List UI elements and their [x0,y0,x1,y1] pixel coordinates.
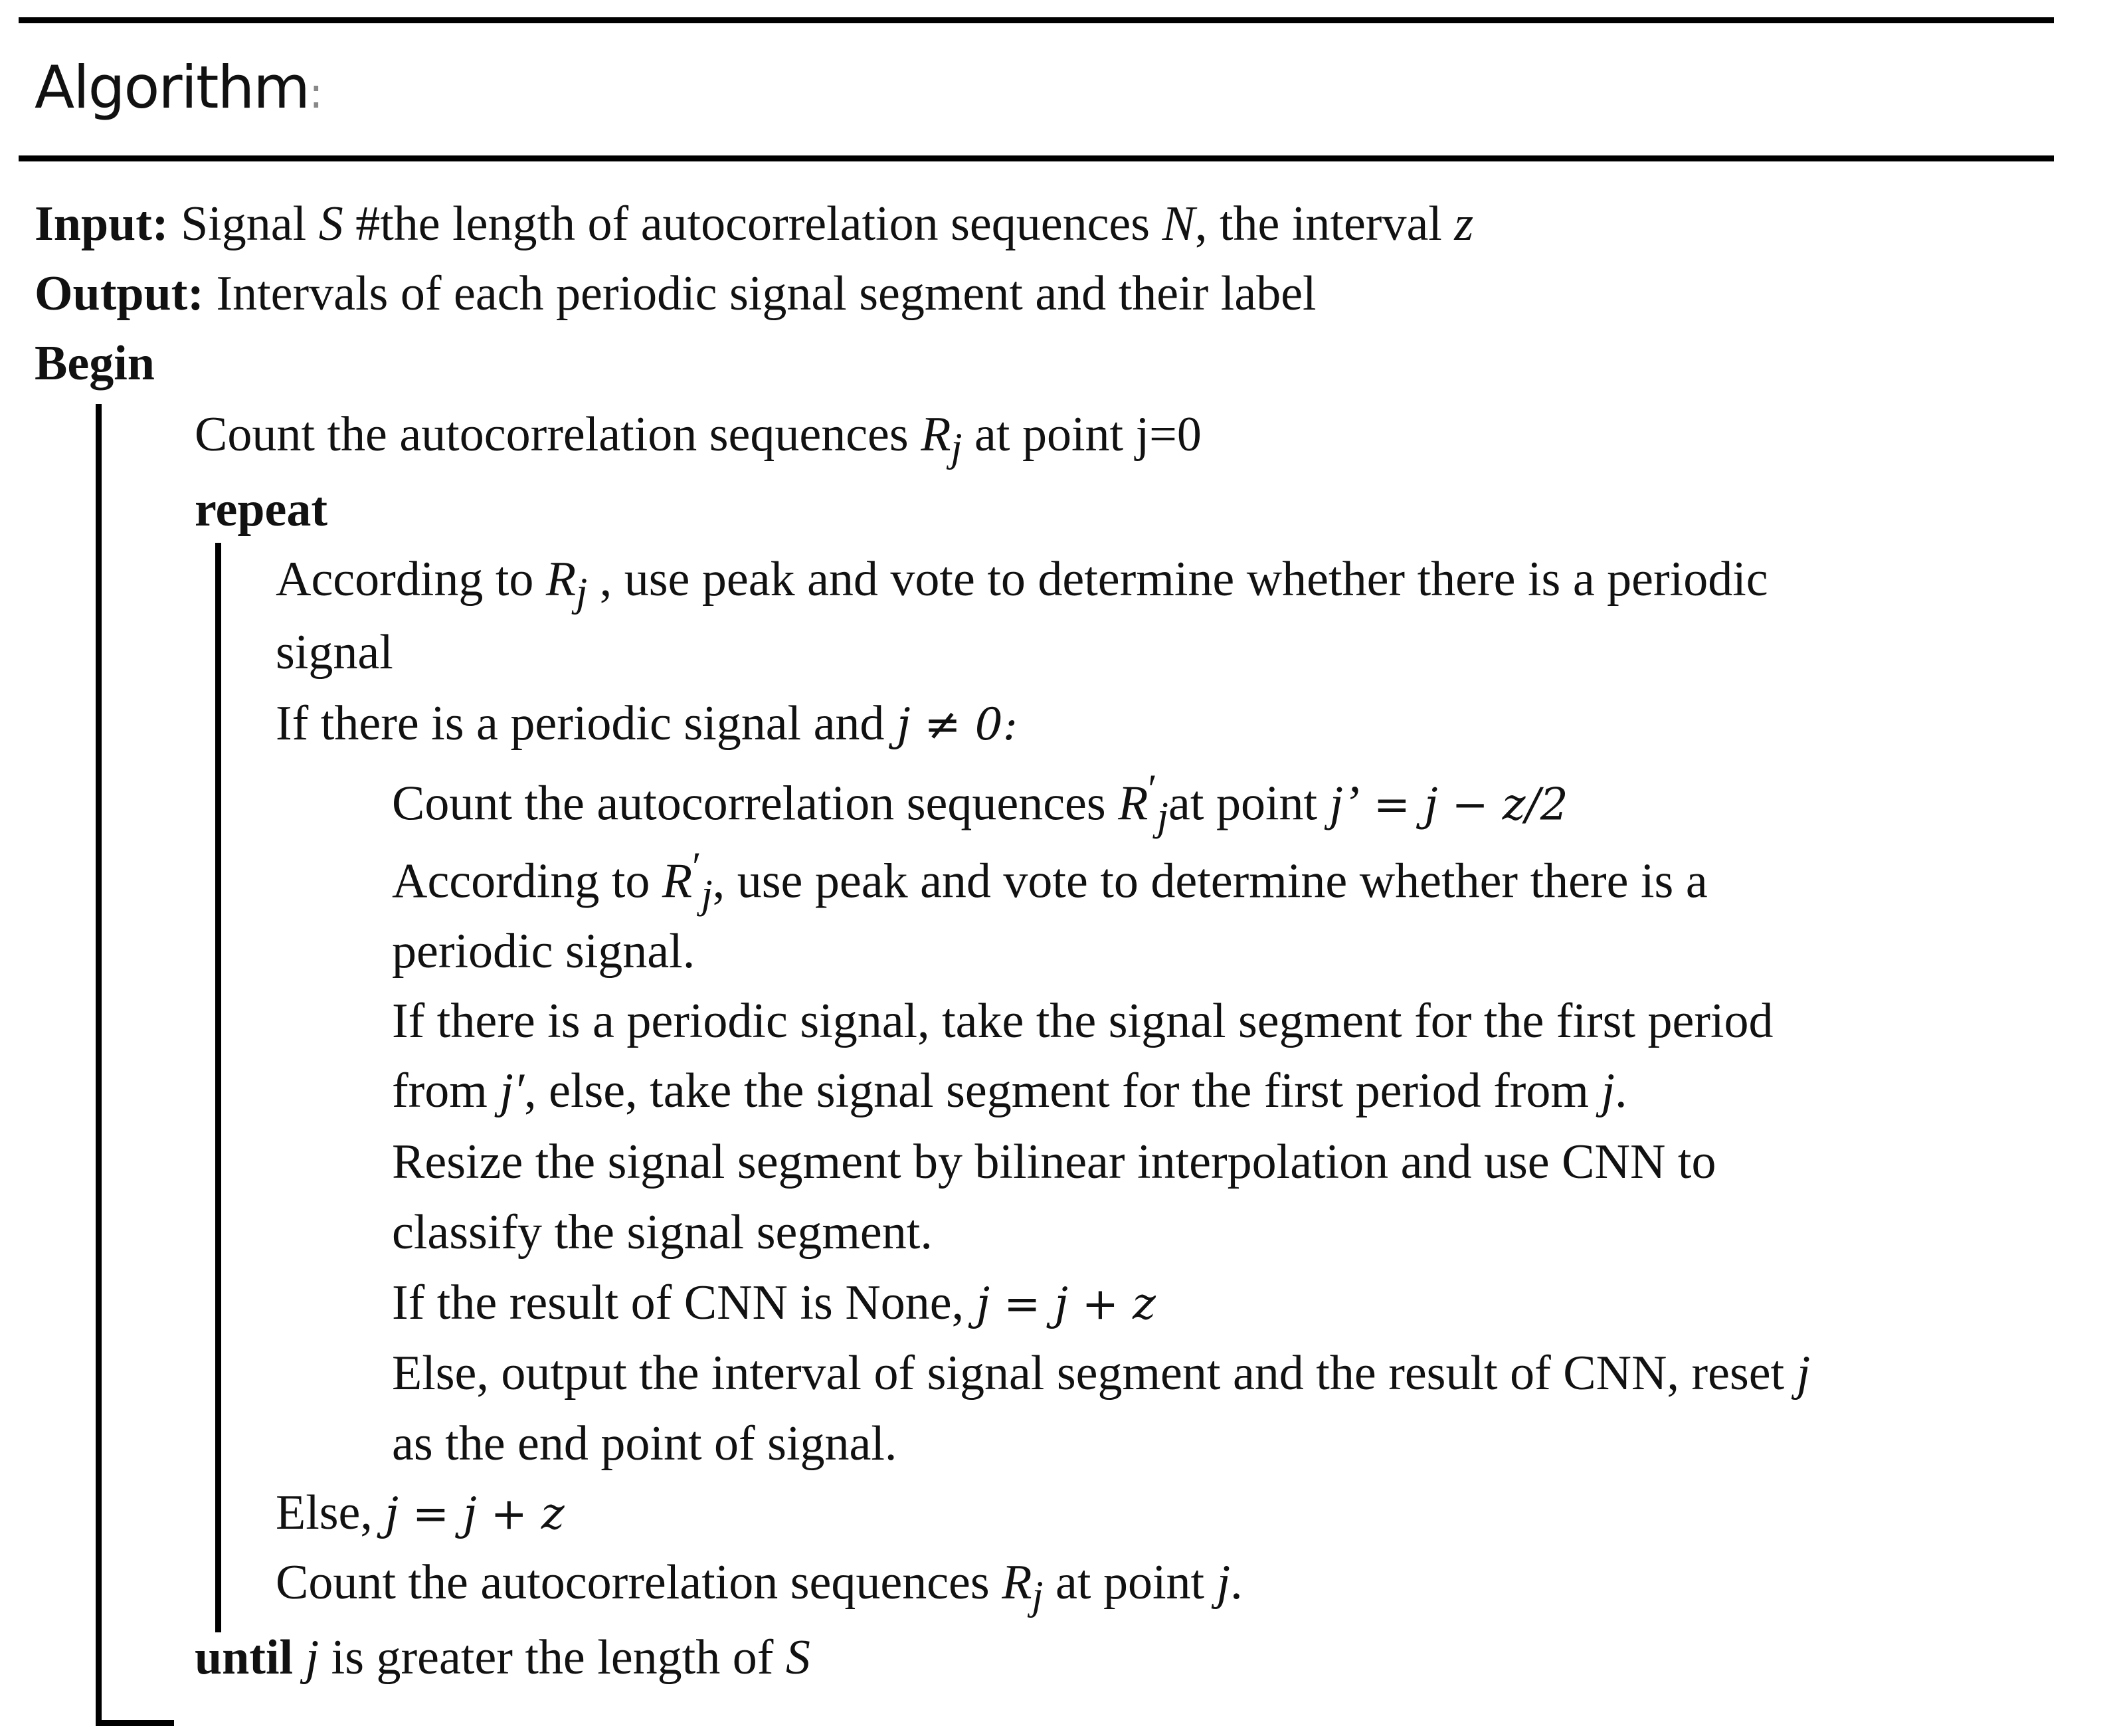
if-take-line-2: from j′, else, take the signal segment for the first period from j. [392,1064,1627,1118]
repeat-bracket [215,543,221,1632]
count-j-line: Count the autocorrelation sequences $R_j$ at point j. [276,1555,1243,1618]
begin-keyword: Begin [35,336,155,391]
header-rule [19,155,2054,161]
if-none-line: If the result of CNN is None, j = j + z [392,1276,1156,1330]
count-prime-line: Count the autocorrelation sequences $R'_jat$ point j’ = j − z/2 [392,767,1568,840]
else-output-line-2: as the end point of signal. [392,1416,897,1471]
else-output-line-1: Else, output the interval of signal segment and the result of CNN, reset j [392,1346,1811,1400]
until-line: until j is greater the length of S [195,1630,810,1685]
begin-bracket-foot [96,1720,174,1726]
according-prime-line: According to $R'_j$, use peak and vote to determine whether there is a [392,844,1708,917]
output-line: Output: Intervals of each periodic signal segment and their label [35,266,1317,321]
according-line-cont: signal [276,625,393,680]
resize-line-1: Resize the signal segment by bilinear interpolation and use CNN to [392,1135,1716,1189]
begin-bracket-vertical [96,404,102,1726]
input-line: Input: Signal S #the length of autocorrelation sequences N, the interval z [35,197,1474,251]
repeat-keyword: repeat [195,482,327,537]
according-line: According to $R_j$ , use peak and vote to determine whether there is a periodic [276,552,1768,615]
according-prime-line-cont: periodic signal. [392,924,695,979]
if-periodic-line: If there is a periodic signal and j ≠ 0: [276,696,1018,751]
algorithm-title: Algorithm: [35,53,322,122]
count-initial-line: Count the autocorrelation sequences $R_j$ at point j=0 [195,407,1202,470]
top-rule [19,17,2054,23]
resize-line-2: classify the signal segment. [392,1205,933,1260]
if-take-line-1: If there is a periodic signal, take the signal segment for the first period [392,994,1774,1048]
else-step-line: Else, j = j + z [276,1486,565,1540]
